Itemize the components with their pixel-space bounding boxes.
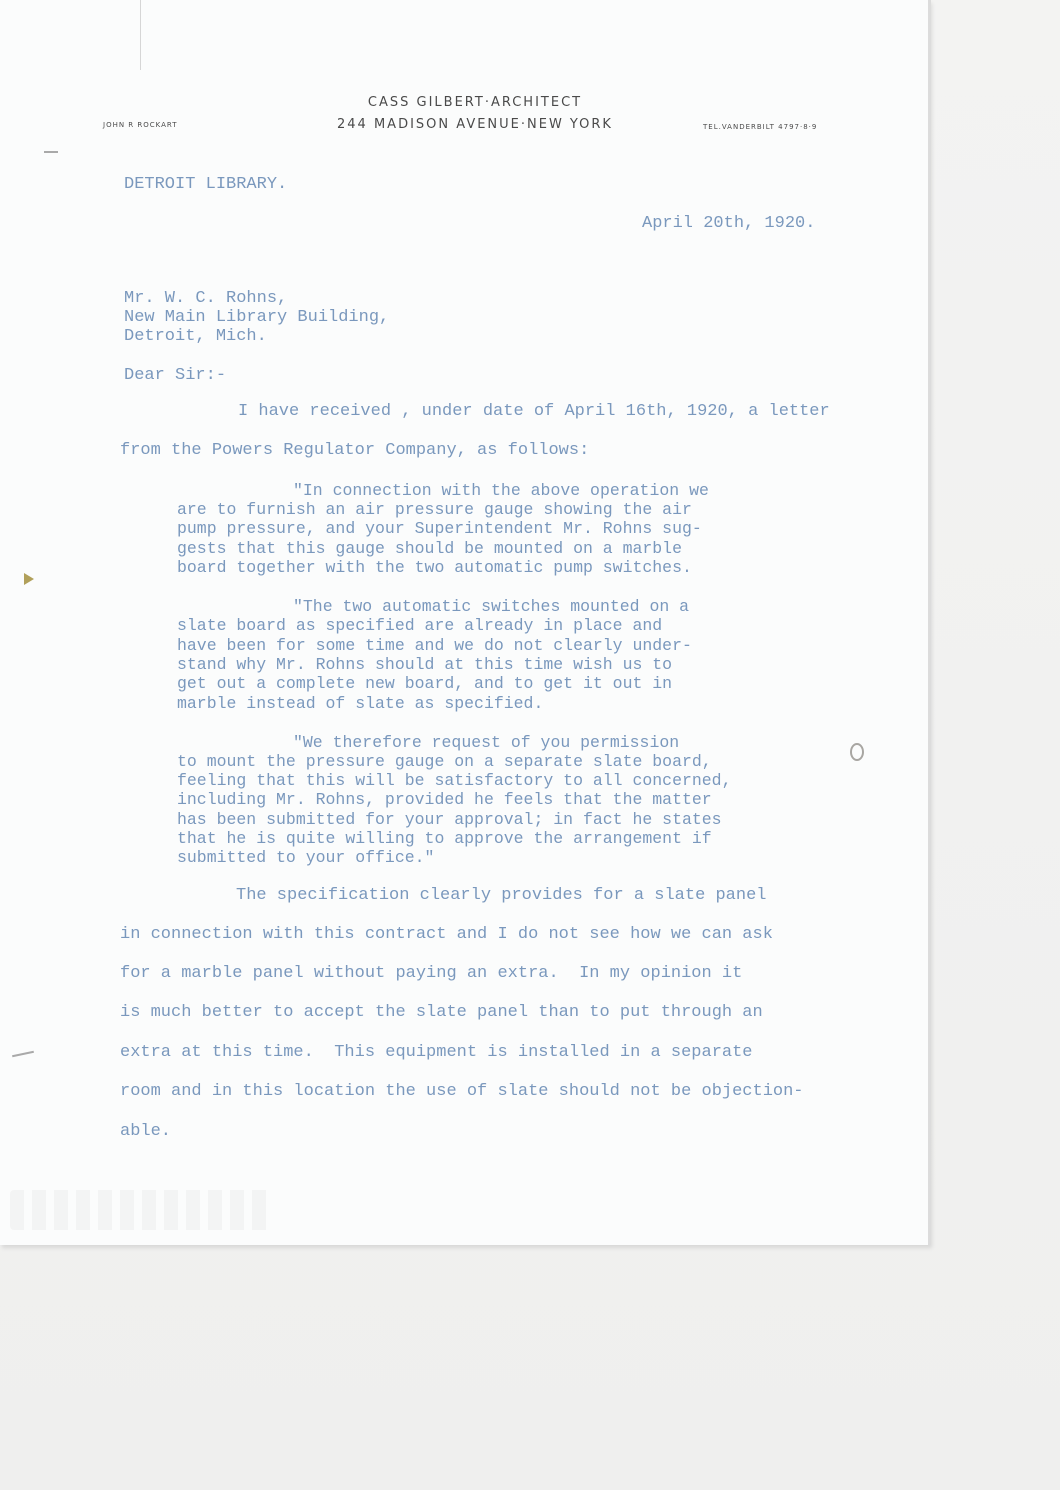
- quote-2-line-2: slate board as specified are already in place and: [177, 616, 663, 635]
- salutation: Dear Sir:-: [124, 366, 227, 385]
- quote-2-line-6: marble instead of slate as specified.: [177, 694, 544, 713]
- intro-line-1: I have received , under date of April 16th, 1920, a letter: [238, 402, 830, 421]
- quote-3-line-4: including Mr. Rohns, provided he feels that the matter: [177, 790, 712, 809]
- quote-3-line-6: that he is quite willing to approve the arrangement if: [177, 829, 712, 848]
- quote-2-line-3: have been for some time and we do not clearly under-: [177, 636, 692, 655]
- quote-1-line-4: gests that this gauge should be mounted on a marble: [177, 539, 682, 558]
- quote-1-line-5: board together with the two automatic pump switches.: [177, 558, 692, 577]
- quote-2-line-4: stand why Mr. Rohns should at this time wish us to: [177, 655, 673, 674]
- quote-3-line-2: to mount the pressure gauge on a separate slate board,: [177, 752, 712, 771]
- letterhead-associate: JOHN R ROCKART: [103, 121, 178, 129]
- bleed-through-mark: [10, 1190, 270, 1230]
- letterhead-address: 244 MADISON AVENUE·NEW YORK: [337, 117, 613, 132]
- quote-2-line-1: "The two automatic switches mounted on a: [293, 597, 690, 616]
- fold-crease: [140, 0, 141, 70]
- body-line-7: able.: [120, 1122, 172, 1141]
- intro-line-2: from the Powers Regulator Company, as follows:: [120, 441, 590, 460]
- quote-2-line-5: get out a complete new board, and to get it out in: [177, 674, 673, 693]
- quote-3-line-3: feeling that this will be satisfactory to all concerned,: [177, 771, 732, 790]
- quote-1-line-3: pump pressure, and your Superintendent Mr. Rohns sug-: [177, 519, 702, 538]
- body-line-3: for a marble panel without paying an extra. In my opinion it: [120, 964, 743, 983]
- recipient-line-3: Detroit, Mich.: [124, 327, 267, 346]
- letterhead-firm: CASS GILBERT·ARCHITECT: [367, 95, 583, 110]
- letterhead-telephone: TEL.VANDERBILT 4797·8·9: [703, 123, 818, 131]
- body-line-6: room and in this location the use of slate should not be objection-: [120, 1082, 804, 1101]
- letter-subject: DETROIT LIBRARY.: [124, 175, 288, 194]
- recipient-line-2: New Main Library Building,: [124, 308, 390, 327]
- margin-triangle-mark: [24, 573, 34, 585]
- body-line-5: extra at this time. This equipment is installed in a separate: [120, 1043, 753, 1062]
- pencil-circle-mark: [850, 743, 864, 761]
- paper-edge: [928, 0, 931, 1245]
- quote-3-line-5: has been submitted for your approval; in fact he states: [177, 810, 722, 829]
- quote-1-line-2: are to furnish an air pressure gauge showing the air: [177, 500, 692, 519]
- letter-date: April 20th, 1920.: [642, 214, 816, 233]
- body-line-2: in connection with this contract and I do not see how we can ask: [120, 925, 773, 944]
- quote-3-line-1: "We therefore request of you permission: [293, 733, 680, 752]
- recipient-line-1: Mr. W. C. Rohns,: [124, 289, 288, 308]
- body-line-1: The specification clearly provides for a slate panel: [236, 886, 767, 905]
- body-line-4: is much better to accept the slate panel than to put through an: [120, 1003, 763, 1022]
- quote-3-line-7: submitted to your office.": [177, 848, 435, 867]
- quote-1-line-1: "In connection with the above operation we: [293, 481, 709, 500]
- margin-tick-mark: [44, 151, 58, 153]
